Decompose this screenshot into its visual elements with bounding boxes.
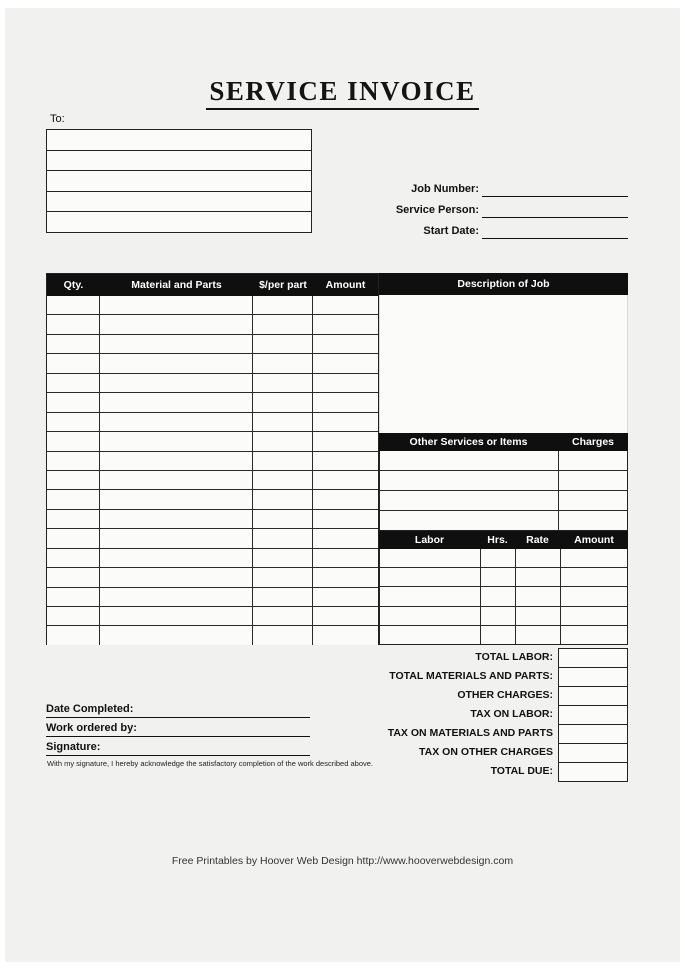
labor-desc-cell[interactable] bbox=[380, 626, 481, 644]
tax-labor-label: TAX ON LABOR: bbox=[470, 708, 553, 720]
materials-table-body bbox=[47, 296, 378, 645]
amount-cell[interactable] bbox=[313, 529, 378, 547]
amount-cell[interactable] bbox=[313, 393, 378, 411]
amount-cell[interactable] bbox=[313, 413, 378, 431]
date-completed-field[interactable] bbox=[46, 701, 310, 718]
qty-cell[interactable] bbox=[47, 529, 100, 547]
qty-cell[interactable] bbox=[47, 549, 100, 567]
price-cell[interactable] bbox=[253, 607, 313, 625]
qty-cell[interactable] bbox=[47, 452, 100, 470]
job-info-fields bbox=[350, 176, 628, 239]
address-line[interactable] bbox=[47, 192, 311, 213]
price-cell[interactable] bbox=[253, 510, 313, 528]
other-services-header-bar bbox=[379, 433, 628, 451]
amount-cell[interactable] bbox=[313, 626, 378, 644]
materials-row bbox=[47, 529, 378, 548]
signature-label: Signature: bbox=[46, 741, 101, 753]
price-cell[interactable] bbox=[253, 588, 313, 606]
materials-row bbox=[47, 452, 378, 471]
material-cell[interactable] bbox=[100, 471, 253, 489]
materials-table bbox=[46, 273, 379, 645]
tax-other-charges-box[interactable] bbox=[558, 743, 628, 763]
tax-labor-row bbox=[302, 705, 628, 725]
other-services-header: Other Services or Items bbox=[409, 436, 528, 448]
other-services-row bbox=[380, 491, 627, 511]
total-materials-label: TOTAL MATERIALS AND PARTS: bbox=[389, 670, 553, 682]
description-header-bar bbox=[379, 273, 628, 295]
price-cell[interactable] bbox=[253, 432, 313, 450]
job-number-row bbox=[350, 176, 628, 197]
tax-materials-box[interactable] bbox=[558, 724, 628, 744]
materials-row bbox=[47, 432, 378, 451]
price-cell[interactable] bbox=[253, 626, 313, 644]
qty-cell[interactable] bbox=[47, 393, 100, 411]
to-address-box bbox=[46, 129, 312, 233]
labor-hours-cell[interactable] bbox=[481, 549, 516, 567]
address-line[interactable] bbox=[47, 212, 311, 232]
materials-row bbox=[47, 626, 378, 644]
price-cell[interactable] bbox=[253, 568, 313, 586]
to-label: To: bbox=[50, 113, 65, 125]
amount-cell[interactable] bbox=[313, 471, 378, 489]
price-cell[interactable] bbox=[253, 374, 313, 392]
price-cell[interactable] bbox=[253, 549, 313, 567]
qty-header: Qty. bbox=[63, 279, 84, 291]
tax-labor-box[interactable] bbox=[558, 705, 628, 725]
amount-cell[interactable] bbox=[313, 374, 378, 392]
qty-cell[interactable] bbox=[47, 413, 100, 431]
material-cell[interactable] bbox=[100, 529, 253, 547]
materials-row bbox=[47, 296, 378, 315]
qty-cell[interactable] bbox=[47, 607, 100, 625]
labor-desc-cell[interactable] bbox=[380, 587, 481, 605]
service-item-cell[interactable] bbox=[380, 471, 559, 490]
amount-cell[interactable] bbox=[313, 607, 378, 625]
right-column bbox=[379, 273, 628, 645]
material-cell[interactable] bbox=[100, 432, 253, 450]
labor-desc-cell[interactable] bbox=[380, 568, 481, 586]
material-cell[interactable] bbox=[100, 374, 253, 392]
material-cell[interactable] bbox=[100, 315, 253, 333]
hours-header: Hrs. bbox=[487, 534, 508, 546]
price-cell[interactable] bbox=[253, 471, 313, 489]
address-line[interactable] bbox=[47, 151, 311, 172]
labor-body bbox=[379, 549, 628, 645]
qty-cell[interactable] bbox=[47, 296, 100, 314]
materials-row bbox=[47, 510, 378, 529]
qty-cell[interactable] bbox=[47, 335, 100, 353]
service-person-line[interactable] bbox=[482, 203, 628, 218]
other-services-row bbox=[380, 451, 627, 471]
material-parts-header: Material and Parts bbox=[131, 279, 222, 291]
material-cell[interactable] bbox=[100, 296, 253, 314]
service-item-cell[interactable] bbox=[380, 511, 559, 530]
service-charge-cell[interactable] bbox=[559, 451, 627, 470]
address-line[interactable] bbox=[47, 171, 311, 192]
labor-rate-cell[interactable] bbox=[516, 549, 561, 567]
qty-cell[interactable] bbox=[47, 471, 100, 489]
signature-field[interactable] bbox=[46, 739, 310, 756]
qty-cell[interactable] bbox=[47, 510, 100, 528]
tax-materials-row bbox=[302, 724, 628, 744]
title-wrap bbox=[0, 76, 685, 110]
labor-hours-cell[interactable] bbox=[481, 626, 516, 644]
material-cell[interactable] bbox=[100, 626, 253, 644]
work-ordered-field[interactable] bbox=[46, 720, 310, 737]
labor-amount-cell[interactable] bbox=[561, 568, 627, 586]
labor-amount-header: Amount bbox=[574, 534, 614, 546]
tax-materials-label: TAX ON MATERIALS AND PARTS bbox=[387, 727, 553, 739]
labor-hours-cell[interactable] bbox=[481, 568, 516, 586]
material-cell[interactable] bbox=[100, 393, 253, 411]
materials-row bbox=[47, 568, 378, 587]
price-cell[interactable] bbox=[253, 296, 313, 314]
amount-cell[interactable] bbox=[313, 335, 378, 353]
address-line[interactable] bbox=[47, 130, 311, 151]
job-number-line[interactable] bbox=[482, 182, 628, 197]
description-area[interactable] bbox=[379, 295, 628, 433]
amount-cell[interactable] bbox=[313, 588, 378, 606]
labor-header: Labor bbox=[414, 534, 445, 546]
labor-desc-cell[interactable] bbox=[380, 607, 481, 625]
material-cell[interactable] bbox=[100, 549, 253, 567]
price-cell[interactable] bbox=[253, 393, 313, 411]
amount-cell[interactable] bbox=[313, 296, 378, 314]
labor-hours-cell[interactable] bbox=[481, 587, 516, 605]
material-cell[interactable] bbox=[100, 413, 253, 431]
material-cell[interactable] bbox=[100, 607, 253, 625]
amount-cell[interactable] bbox=[313, 452, 378, 470]
materials-row bbox=[47, 315, 378, 334]
start-date-label: Start Date: bbox=[423, 225, 479, 237]
price-per-part-header: $/per part bbox=[259, 279, 307, 291]
qty-cell[interactable] bbox=[47, 432, 100, 450]
total-due-label: TOTAL DUE: bbox=[490, 765, 553, 777]
qty-cell[interactable] bbox=[47, 626, 100, 644]
material-cell[interactable] bbox=[100, 588, 253, 606]
rate-header: Rate bbox=[526, 534, 549, 546]
qty-cell[interactable] bbox=[47, 588, 100, 606]
service-item-cell[interactable] bbox=[380, 491, 559, 510]
materials-row bbox=[47, 549, 378, 568]
price-cell[interactable] bbox=[253, 354, 313, 372]
labor-rate-cell[interactable] bbox=[516, 568, 561, 586]
materials-row bbox=[47, 374, 378, 393]
price-cell[interactable] bbox=[253, 413, 313, 431]
price-cell[interactable] bbox=[253, 529, 313, 547]
materials-row bbox=[47, 607, 378, 626]
materials-table-header bbox=[47, 274, 378, 296]
description-of-job-header: Description of Job bbox=[457, 278, 550, 290]
price-cell[interactable] bbox=[253, 452, 313, 470]
labor-amount-cell[interactable] bbox=[561, 607, 627, 625]
material-cell[interactable] bbox=[100, 354, 253, 372]
labor-row bbox=[380, 607, 627, 626]
amount-cell[interactable] bbox=[313, 315, 378, 333]
service-person-row bbox=[350, 197, 628, 218]
start-date-line[interactable] bbox=[482, 224, 628, 239]
total-due-box[interactable] bbox=[558, 762, 628, 782]
total-materials-row bbox=[302, 667, 628, 687]
other-charges-label: OTHER CHARGES: bbox=[457, 689, 553, 701]
qty-cell[interactable] bbox=[47, 374, 100, 392]
amount-cell[interactable] bbox=[313, 549, 378, 567]
qty-cell[interactable] bbox=[47, 354, 100, 372]
price-cell[interactable] bbox=[253, 315, 313, 333]
material-cell[interactable] bbox=[100, 510, 253, 528]
qty-cell[interactable] bbox=[47, 490, 100, 508]
labor-amount-cell[interactable] bbox=[561, 626, 627, 644]
labor-rate-cell[interactable] bbox=[516, 626, 561, 644]
amount-header: Amount bbox=[325, 279, 366, 291]
service-charge-cell[interactable] bbox=[559, 491, 627, 510]
service-person-label: Service Person: bbox=[395, 204, 479, 216]
labor-hours-cell[interactable] bbox=[481, 607, 516, 625]
page-title: SERVICE INVOICE bbox=[206, 76, 478, 110]
labor-desc-cell[interactable] bbox=[380, 549, 481, 567]
service-charge-cell[interactable] bbox=[559, 471, 627, 490]
labor-rate-cell[interactable] bbox=[516, 607, 561, 625]
labor-amount-cell[interactable] bbox=[561, 549, 627, 567]
job-number-label: Job Number: bbox=[411, 183, 479, 195]
tax-other-charges-label: TAX ON OTHER CHARGES bbox=[419, 746, 553, 758]
service-charge-cell[interactable] bbox=[559, 511, 627, 530]
service-item-cell[interactable] bbox=[380, 451, 559, 470]
amount-cell[interactable] bbox=[313, 568, 378, 586]
materials-row bbox=[47, 588, 378, 607]
date-completed-label: Date Completed: bbox=[46, 703, 134, 715]
footer-credit: Free Printables by Hoover Web Design http://www.hooverwebdesign.com bbox=[171, 855, 514, 867]
price-cell[interactable] bbox=[253, 335, 313, 353]
qty-cell[interactable] bbox=[47, 315, 100, 333]
labor-row bbox=[380, 568, 627, 587]
labor-row bbox=[380, 626, 627, 644]
material-cell[interactable] bbox=[100, 568, 253, 586]
qty-cell[interactable] bbox=[47, 568, 100, 586]
other-services-row bbox=[380, 511, 627, 530]
materials-row bbox=[47, 471, 378, 490]
other-services-row bbox=[380, 471, 627, 491]
materials-row bbox=[47, 413, 378, 432]
other-services-body bbox=[379, 451, 628, 531]
amount-cell[interactable] bbox=[313, 432, 378, 450]
materials-row bbox=[47, 490, 378, 509]
material-cell[interactable] bbox=[100, 452, 253, 470]
materials-row bbox=[47, 393, 378, 412]
labor-rate-cell[interactable] bbox=[516, 587, 561, 605]
price-cell[interactable] bbox=[253, 490, 313, 508]
charges-header: Charges bbox=[571, 436, 614, 448]
labor-row bbox=[380, 587, 627, 606]
amount-cell[interactable] bbox=[313, 354, 378, 372]
labor-row bbox=[380, 549, 627, 568]
work-ordered-label: Work ordered by: bbox=[46, 722, 137, 734]
signature-disclaimer: With my signature, I hereby acknowledge the satisfactory completion of the work described above. bbox=[47, 759, 373, 768]
amount-cell[interactable] bbox=[313, 510, 378, 528]
material-cell[interactable] bbox=[100, 335, 253, 353]
total-labor-box[interactable] bbox=[558, 648, 628, 668]
amount-cell[interactable] bbox=[313, 490, 378, 508]
labor-header-bar bbox=[379, 531, 628, 549]
start-date-row bbox=[350, 218, 628, 239]
materials-row bbox=[47, 354, 378, 373]
other-charges-row bbox=[302, 686, 628, 706]
total-labor-label: TOTAL LABOR: bbox=[475, 651, 553, 663]
total-materials-box[interactable] bbox=[558, 667, 628, 687]
labor-amount-cell[interactable] bbox=[561, 587, 627, 605]
other-charges-box[interactable] bbox=[558, 686, 628, 706]
material-cell[interactable] bbox=[100, 490, 253, 508]
materials-row bbox=[47, 335, 378, 354]
total-labor-row bbox=[302, 648, 628, 668]
